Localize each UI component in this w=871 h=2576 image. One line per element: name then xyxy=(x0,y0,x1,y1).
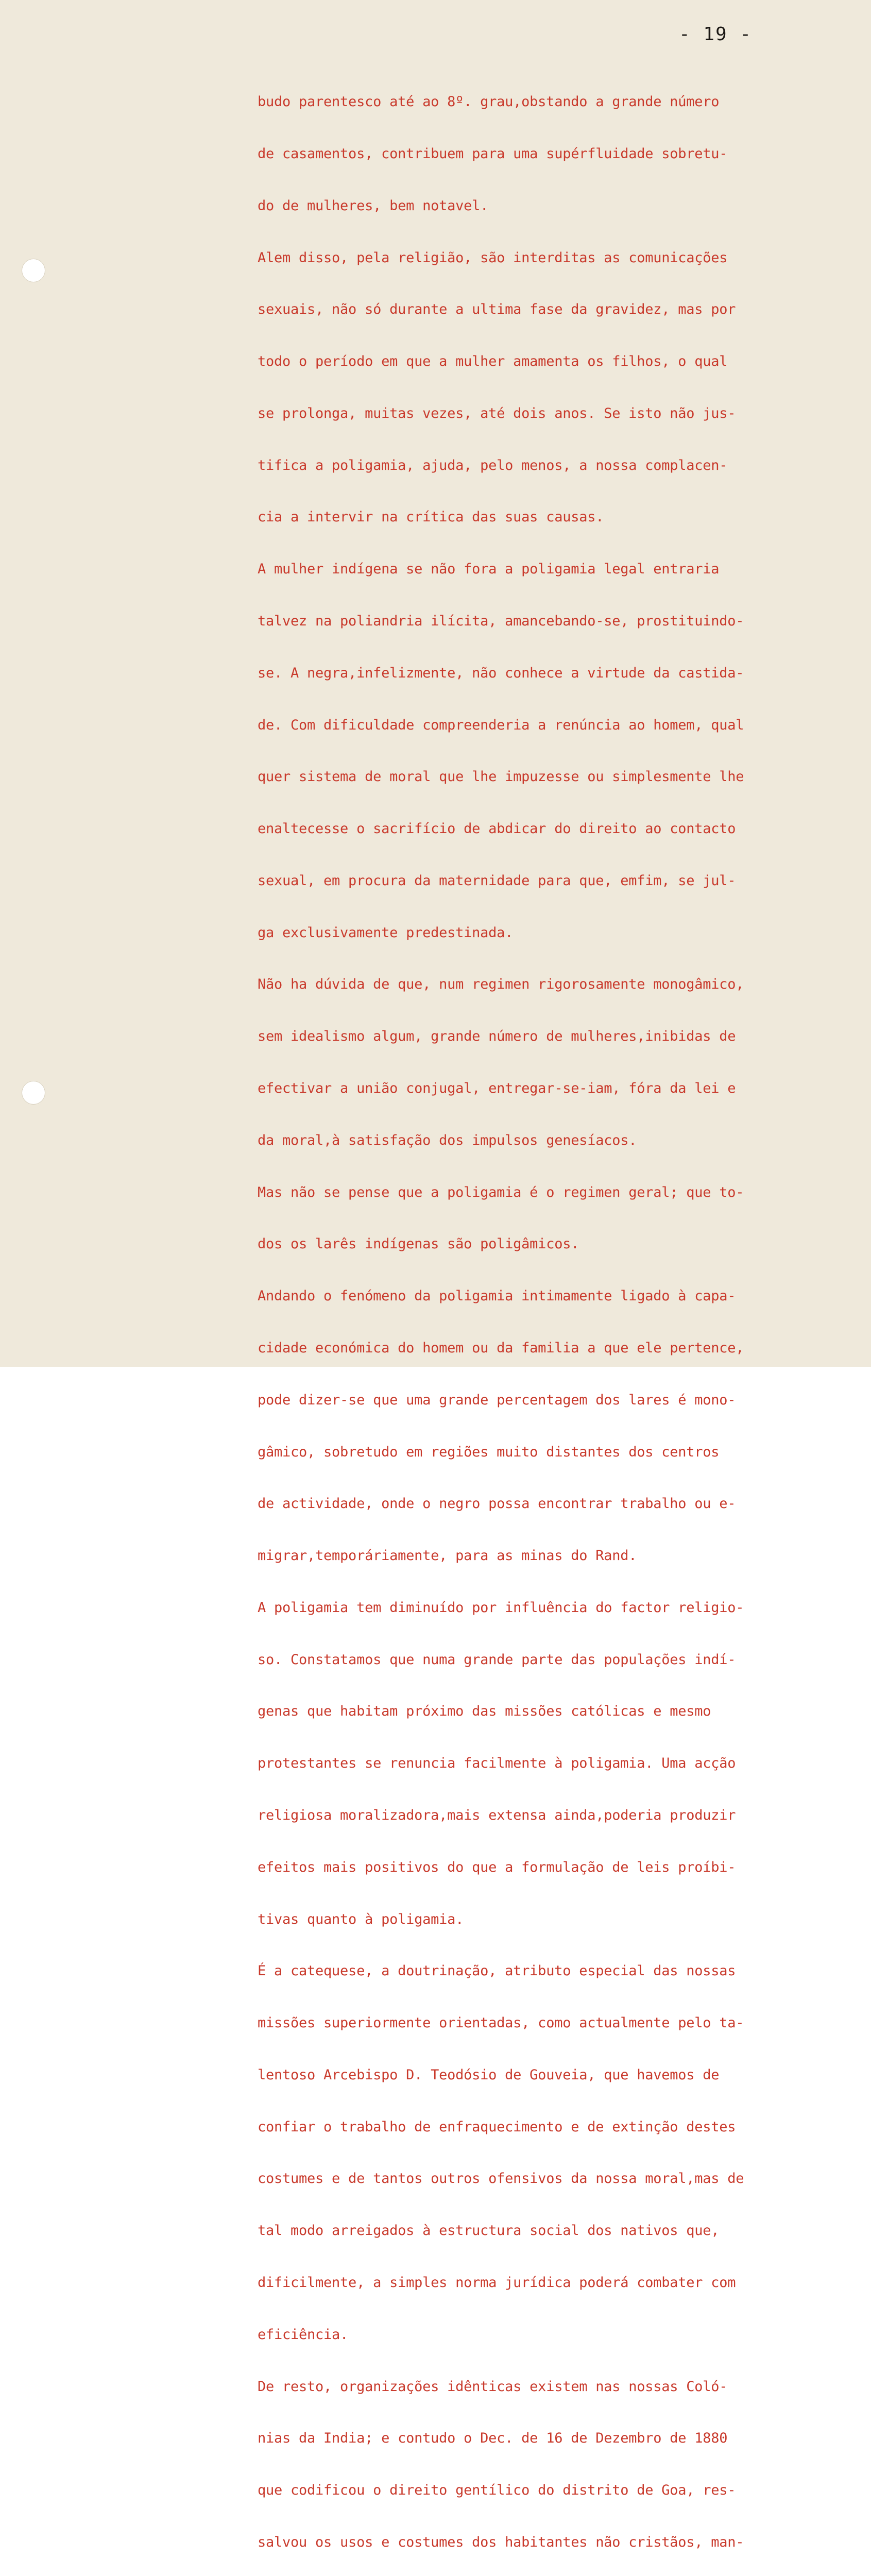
text-line: sexuais, não só durante a ultima fase da gravidez, mas por xyxy=(258,301,736,318)
text-line: lentoso Arcebispo D. Teodósio de Gouveia, que havemos de xyxy=(258,2066,720,2083)
text-line: cidade económica do homem ou da familia a que ele pertence, xyxy=(258,1340,744,1356)
text-line: migrar,temporáriamente, para as minas do Rand. xyxy=(258,1548,637,1564)
text-line: missões superiormente orientadas, como actualmente pelo ta- xyxy=(258,2015,744,2031)
text-line: confiar o trabalho de enfraquecimento e de extinção destes xyxy=(258,2119,736,2135)
text-line: talvez na poliandria ilícita, amancebando-se, prostituindo- xyxy=(258,613,744,629)
text-line: dificilmente, a simples norma jurídica poderá combater com xyxy=(258,2275,736,2291)
text-line: todo o período em que a mulher amamenta os filhos, o qual xyxy=(258,353,728,370)
text-line: Mas não se pense que a poligamia é o regimen geral; que to- xyxy=(258,1184,744,1200)
text-line: sexual, em procura da maternidade para que, emfim, se jul- xyxy=(258,872,736,889)
text-line: dos os larês indígenas são poligâmicos. xyxy=(258,1236,579,1252)
punch-hole-top xyxy=(22,259,45,282)
text-line: se. A negra,infelizmente, não conhece a virtude da castida- xyxy=(258,665,744,681)
text-line: efectivar a união conjugal, entregar-se-iam, fóra da lei e xyxy=(258,1080,736,1097)
text-line: De resto, organizações idênticas existem nas nossas Coló- xyxy=(258,2378,728,2395)
text-line: gâmico, sobretudo em regiões muito distantes dos centros xyxy=(258,1444,720,1460)
text-line: nias da India; e contudo o Dec. de 16 de Dezembro de 1880 xyxy=(258,2430,728,2447)
text-line: genas que habitam próximo das missões católicas e mesmo xyxy=(258,1703,711,1720)
page-number: - 19 - xyxy=(679,24,753,45)
text-line: É a catequese, a doutrinação, atributo especial das nossas xyxy=(258,1963,736,1979)
text-line: cia a intervir na crítica das suas causas. xyxy=(258,509,604,526)
text-line: A poligamia tem diminuído por influência do factor religio- xyxy=(258,1599,744,1616)
text-line: que codificou o direito gentílico do distrito de Goa, res- xyxy=(258,2482,736,2499)
text-line: tivas quanto à poligamia. xyxy=(258,1911,464,1927)
text-line: protestantes se renuncia facilmente à poligamia. Uma acção xyxy=(258,1755,736,1772)
typed-text-body xyxy=(258,59,865,2576)
text-line: budo parentesco até ao 8º. grau,obstando a grande número xyxy=(258,94,720,110)
text-line: quer sistema de moral que lhe impuzesse ou simplesmente lhe xyxy=(258,769,744,785)
text-line: de actividade, onde o negro possa encontrar trabalho ou e- xyxy=(258,1496,736,1512)
text-line: de. Com dificuldade compreenderia a renúncia ao homem, qual xyxy=(258,717,744,733)
punch-hole-bottom xyxy=(22,1081,45,1105)
text-line: efeitos mais positivos do que a formulação de leis proíbi- xyxy=(258,1859,736,1875)
text-line: A mulher indígena se não fora a poligamia legal entraria xyxy=(258,561,720,578)
text-line: Andando o fenómeno da poligamia intimamente ligado à capa- xyxy=(258,1288,736,1304)
text-line: so. Constatamos que numa grande parte das populações indí- xyxy=(258,1651,736,1668)
text-line: de casamentos, contribuem para uma supérfluidade sobretu- xyxy=(258,145,728,162)
text-line: Alem disso, pela religião, são interditas as comunicações xyxy=(258,249,728,266)
text-line: pode dizer-se que uma grande percentagem dos lares é mono- xyxy=(258,1392,736,1408)
text-line: do de mulheres, bem notavel. xyxy=(258,197,489,214)
text-line: enaltecesse o sacrifício de abdicar do direito ao contacto xyxy=(258,821,736,837)
text-line: religiosa moralizadora,mais extensa ainda,poderia produzir xyxy=(258,1807,736,1823)
text-line: se prolonga, muitas vezes, até dois anos. Se isto não jus- xyxy=(258,405,736,421)
text-line: tal modo arreigados à estructura social dos nativos que, xyxy=(258,2223,720,2239)
text-line: ga exclusivamente predestinada. xyxy=(258,924,514,941)
text-line: tifica a poligamia, ajuda, pelo menos, a nossa complacen- xyxy=(258,457,728,473)
text-line: Não ha dúvida de que, num regimen rigorosamente monogâmico, xyxy=(258,976,744,993)
text-line: eficiência. xyxy=(258,2326,349,2343)
text-line: costumes e de tantos outros ofensivos da nossa moral,mas de xyxy=(258,2171,744,2187)
text-line: da moral,à satisfação dos impulsos genesíacos. xyxy=(258,1132,637,1148)
text-line: sem idealismo algum, grande número de mulheres,inibidas de xyxy=(258,1028,736,1045)
text-line: salvou os usos e costumes dos habitantes não cristãos, man- xyxy=(258,2534,744,2550)
